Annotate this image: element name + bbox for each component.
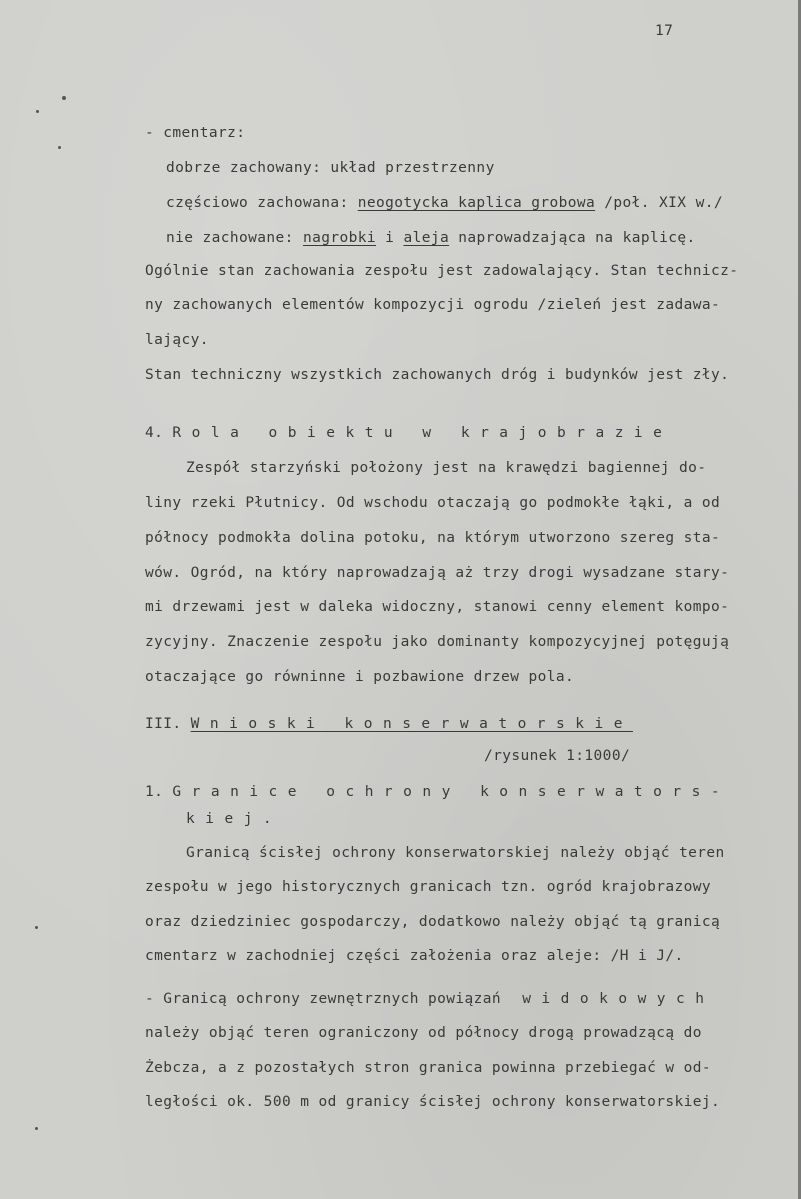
visual-protection-intro-line xyxy=(145,990,715,1008)
scan-speck xyxy=(35,1127,38,1130)
section-3-subtitle: /rysunek 1:1000/ xyxy=(484,748,631,764)
subsection-1-title-line-2: kiej. xyxy=(186,811,283,827)
state-line-2: ny zachowanych elementów kompozycji ogrodu /zieleń jest zadawa- xyxy=(145,297,721,313)
cemetery-not-preserved-line xyxy=(166,229,696,247)
not-preserved-label: nie zachowane: xyxy=(166,230,294,246)
section-4-line-4: wów. Ogród, na który naprowadzają aż trzy drogi wysadzane stary- xyxy=(145,565,730,581)
state-line-3: lający. xyxy=(145,332,209,348)
section-3-title: Wnioski konserwatorskie xyxy=(190,716,633,732)
subsection-1-line-4: cmentarz w zachodniej części założenia oraz aleje: /H i J/. xyxy=(145,948,684,964)
not-preserved-rest: naprowadzająca na kaplicę. xyxy=(458,230,696,246)
partly-preserved-note: /poł. XIX w./ xyxy=(604,195,723,211)
section-4-number: 4. xyxy=(145,425,164,441)
visual-protection-line-3: ległości ok. 500 m od granicy ścisłej ochrony konserwatorskiej. xyxy=(145,1094,721,1110)
section-4-line-7: otaczające go równinne i pozbawione drzew pola. xyxy=(145,669,575,685)
state-line-4: Stan techniczny wszystkich zachowanych dróg i budynków jest zły. xyxy=(145,367,730,383)
not-preserved-item1: nagrobki xyxy=(302,230,377,246)
partly-preserved-value: neogotycka kaplica grobowa xyxy=(357,195,596,211)
visual-protection-word: widokowych xyxy=(522,991,715,1007)
subsection-1-line-2: zespołu w jego historycznych granicach tzn. ogród krajobrazowy xyxy=(145,879,712,895)
visual-protection-line-2: Żebcza, a z pozostałych stron granica powinna przebiegać w od- xyxy=(145,1060,712,1076)
subsection-1-line-3: oraz dziedziniec gospodarczy, dodatkowo należy objąć tą granicą xyxy=(145,914,721,930)
well-preserved-label: dobrze zachowany: xyxy=(166,160,322,176)
well-preserved-value: układ przestrzenny xyxy=(330,160,495,176)
visual-protection-intro: - Granicą ochrony zewnętrznych powiązań xyxy=(145,991,502,1007)
scan-speck xyxy=(36,110,39,113)
cemetery-well-preserved-line xyxy=(166,159,495,177)
section-4-line-3: północy podmokła dolina potoku, na którym utworzono szereg sta- xyxy=(145,530,721,546)
scan-speck xyxy=(58,146,61,149)
subsection-1-number: 1. xyxy=(145,784,164,800)
visual-protection-line-1: należy objąć teren ograniczony od północy drogą prowadzącą do xyxy=(145,1025,702,1041)
section-4-title: Rola obiektu w krajobrazie xyxy=(172,425,673,441)
partly-preserved-label: częściowo zachowana: xyxy=(166,195,349,211)
scan-speck xyxy=(35,926,38,929)
not-preserved-item2: aleja xyxy=(403,230,450,246)
section-4-line-2: liny rzeki Płutnicy. Od wschodu otaczają go podmokłe łąki, a od xyxy=(145,495,721,511)
state-line-1: Ogólnie stan zachowania zespołu jest zadowalający. Stan technicz- xyxy=(145,263,739,279)
section-4-line-1: Zespół starzyński położony jest na krawędzi bagiennej do- xyxy=(186,460,707,476)
section-4-line-5: mi drzewami jest w daleka widoczny, stanowi cenny element kompo- xyxy=(145,599,730,615)
subsection-1-line-1: Granicą ścisłej ochrony konserwatorskiej należy objąć teren xyxy=(186,845,725,861)
cemetery-heading: - cmentarz: xyxy=(145,125,246,141)
subsection-1-title-line-1: Granice ochrony konserwators- xyxy=(172,784,731,800)
scan-speck xyxy=(62,96,66,100)
not-preserved-join: i xyxy=(385,230,395,246)
section-3-heading xyxy=(145,715,633,733)
section-4-heading xyxy=(145,424,672,442)
page-number: 17 xyxy=(655,23,674,39)
cemetery-partly-preserved-line xyxy=(166,194,723,212)
section-4-line-6: zycyjny. Znaczenie zespołu jako dominanty kompozycyjnej potęgują xyxy=(145,634,730,650)
subsection-1-heading-line-1 xyxy=(145,783,730,801)
section-3-number: III. xyxy=(145,716,182,732)
